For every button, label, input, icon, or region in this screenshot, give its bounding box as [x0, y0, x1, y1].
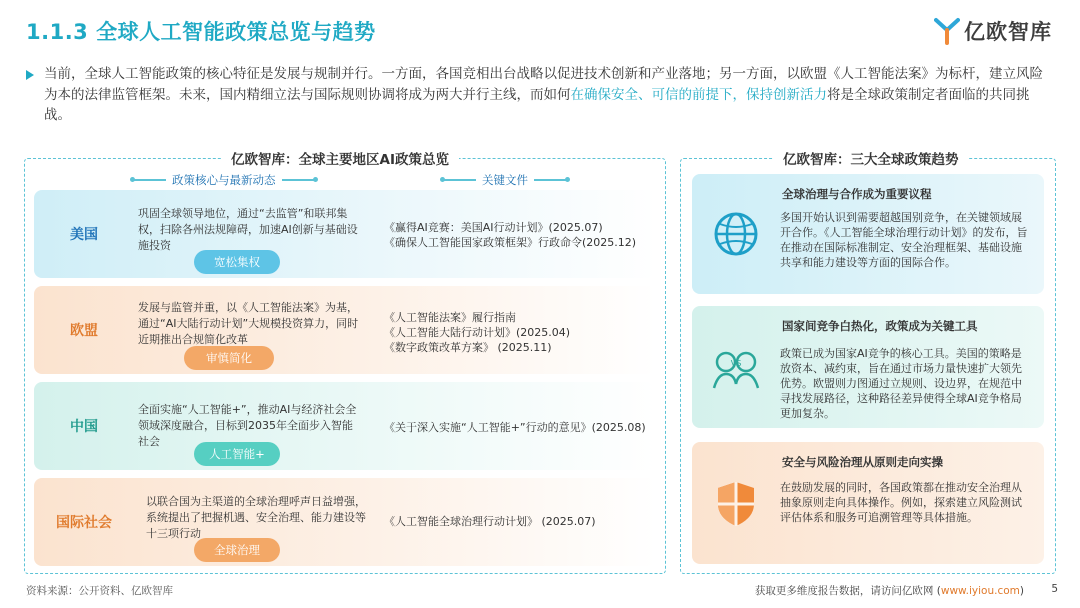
- column-header-policy: [132, 172, 316, 188]
- region-policy-desc: 发展与监管并重，以《人工智能法案》为基，通过“AI大陆行动计划”大规模投资算力，同时近期推出合规简化改革: [138, 301, 359, 346]
- trend-title: 安全与风险治理从原则走向实操: [782, 455, 943, 469]
- region-name: 欧盟: [70, 323, 98, 339]
- page-number: 5: [1051, 583, 1058, 595]
- panel-title: 亿欧智库：全球主要地区AI政策总览: [221, 148, 459, 168]
- region-row-eu: [34, 286, 656, 374]
- document-item: 《赢得AI竞赛：美国AI行动计划》(2025.07): [384, 221, 603, 234]
- trend-text: 多国开始认识到需要超越国别竞争，在关键领域展开合作。《人工智能全球治理行动计划》的发布，旨在推动在国际标准制定、安全治理框架、基础设施共享和能力建设等方面的国际合作。: [780, 211, 1028, 269]
- region-name: 美国: [70, 227, 98, 243]
- document-item: 《人工智能大陆行动计划》(2025.04): [384, 326, 571, 339]
- column-header-docs: [442, 172, 568, 188]
- key-documents: [384, 220, 636, 250]
- divider: [442, 179, 476, 181]
- trend-card-governance: [692, 174, 1044, 294]
- intro-paragraph: [44, 64, 1054, 126]
- trend-title: 全球治理与合作成为重要议程: [782, 187, 932, 201]
- shield-icon: [708, 476, 764, 532]
- policy-tag: 宽松集权: [194, 250, 280, 274]
- footer-text: 获取更多维度报告数据，请访问亿欧网 (: [754, 585, 941, 597]
- trend-card-safety: [692, 442, 1044, 564]
- panel-title: 亿欧智库：三大全球政策趋势: [773, 148, 969, 168]
- footer-note: [755, 583, 1024, 598]
- document-item: 《关于深入实施“人工智能+”行动的意见》(2025.08): [384, 421, 646, 434]
- website-link[interactable]: www.iyiou.com: [940, 585, 1020, 597]
- divider: [282, 179, 316, 181]
- document-item: 《确保人工智能国家政策框架》行政命令(2025.12): [384, 236, 637, 249]
- region-policy-desc: 巩固全球领导地位，通过“去监管”和联邦集权，扫除各州法规障碍，加速AI创新与基础设施投资: [138, 207, 358, 252]
- policy-tag: 全球治理: [194, 538, 280, 562]
- document-item: 《人工智能全球治理行动计划》 (2025.07): [384, 515, 596, 528]
- intro-text-1: 当前，全球人工智能政策的核心特征是发展与规制并行。一方面，各国竞相出台战略以促进技术创新和产业落地；另一方面，以欧盟《人工智能法案》为标杆，建立风险为本的法律监管框架。未来，国内精细立法与国际规则协调将成为两大并行主线，而如何: [44, 66, 1043, 103]
- key-documents: [384, 514, 596, 529]
- globe-icon: [708, 206, 764, 262]
- region-name: 中国: [70, 419, 98, 435]
- key-documents: [384, 310, 570, 355]
- trend-text: 政策已成为国家AI竞争的核心工具。美国的策略是放资本、减约束，旨在通过市场力量快速扩大领先优势。欧盟则力图通过立规则、设边界，在规范中寻找发展路径，这种路径差异使得全球AI竞争格局更加复杂。: [780, 347, 1022, 420]
- region-row-china: [34, 382, 656, 470]
- column-label: 关键文件: [482, 173, 528, 187]
- trend-title: 国家间竞争白热化，政策成为关键工具: [782, 319, 978, 333]
- region-policy-desc: 以联合国为主渠道的全球治理呼声日益增强，系统提出了把握机遇、安全治理、能力建设等十三项行动: [146, 495, 366, 540]
- page-title: 1.1.3 全球人工智能政策总览与趋势: [26, 20, 376, 44]
- policy-tag: 人工智能+: [194, 442, 280, 466]
- column-label: 政策核心与最新动态: [172, 173, 276, 187]
- key-documents: [384, 420, 646, 435]
- divider: [534, 179, 568, 181]
- document-item: 《人工智能法案》履行指南: [384, 311, 516, 324]
- intro-text-2: 将是全球政策制定者面临的共同挑战。: [44, 86, 1030, 123]
- bullet-icon: [26, 70, 34, 80]
- logo-mark-icon: [934, 17, 960, 45]
- intro-highlight: 在确保安全、可信的前提下，保持创新活力: [570, 86, 827, 103]
- policy-tag: 审慎简化: [184, 346, 274, 370]
- footer-text-end: ): [1019, 585, 1024, 597]
- brand-logo: [934, 16, 1052, 46]
- competition-icon: [708, 340, 764, 396]
- document-item: 《数字政策改革方案》 (2025.11): [384, 341, 552, 354]
- region-row-us: [34, 190, 656, 278]
- region-policy-desc: 全面实施“人工智能+”，推动AI与经济社会全领域深度融合，目标到2035年全面步入智能社会: [138, 403, 357, 448]
- region-name: 国际社会: [56, 515, 112, 531]
- svg-text:VS: VS: [730, 359, 742, 368]
- region-row-international: [34, 478, 656, 566]
- trend-card-competition: [692, 306, 1044, 428]
- logo-text: 亿欧智库: [964, 20, 1052, 44]
- trend-text: 在鼓励发展的同时，各国政策都在推动安全治理从抽象原则走向具体操作。例如，探索建立风险测试评估体系和服务可追溯管理等具体措施。: [780, 481, 1022, 524]
- divider: [132, 179, 166, 181]
- source-note: 资料来源：公开资料、亿欧智库: [26, 585, 173, 597]
